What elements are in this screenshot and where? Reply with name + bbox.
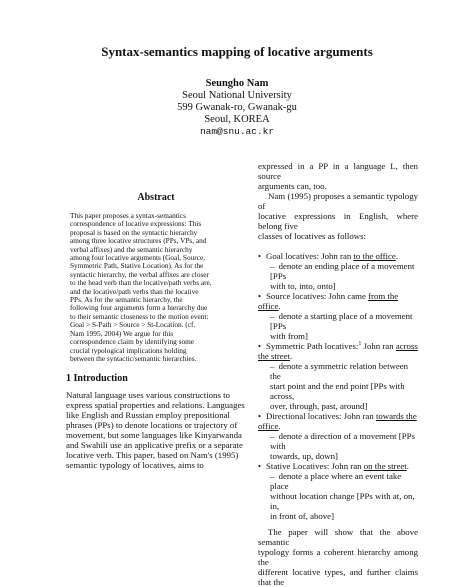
- author-name: Seungho Nam: [205, 78, 269, 89]
- intro-line: phrases (PPs) to denote locations or trajectory of: [66, 420, 238, 431]
- author-address-line-1: 599 Gwanak-ro, Gwanak-gu: [177, 102, 297, 113]
- locative-class-list: [258, 251, 418, 521]
- abstract-line: to the head verb than the locative/path verbs are,: [70, 278, 212, 288]
- intro-line: semantic typology of locatives, aims to: [66, 459, 204, 470]
- list-item-goal: • Goal locatives: John ran to the office. – denote an ending place of a movement [PPs with to, into, onto]: [258, 251, 418, 291]
- abstract-line: PPs. As for the semantic hierarchy, the: [70, 295, 183, 305]
- footnote-marker: 1: [358, 341, 362, 348]
- author-block: [0, 78, 474, 138]
- typology-line: locative expressions in English, where belong five: [258, 211, 418, 231]
- list-item-source: • Source locatives: John came from the office. – denote a starting place of a movement [PPs with from]: [258, 291, 418, 341]
- author-email: nam@snu.ac.kr: [199, 126, 275, 137]
- closing-line: typology forms a coherent hierarchy among the: [258, 547, 418, 567]
- typology-line: classes of locatives as follows:: [258, 231, 366, 241]
- typology-line: Nam (1995) proposes a semantic typology of: [258, 191, 418, 211]
- list-item-directional: • Directional locatives: John ran towards the office. – denote a direction of a movement [PPs with towards, up, down]: [258, 411, 418, 461]
- abstract-line: Goal > S-Path > Source > St-Location. (cf.: [70, 320, 196, 330]
- author-affiliation: Seoul National University: [182, 90, 292, 101]
- abstract-line: Symmetric Path, Stative Location). As for the: [70, 261, 204, 271]
- intro-line: express spatial properties and relations. Languages: [66, 400, 245, 411]
- introduction-heading: 1 Introduction: [66, 373, 128, 385]
- abstract-line: Nam 1995, 2004) We argue for this: [70, 328, 174, 338]
- closing-paragraph: [258, 527, 418, 587]
- paper-title: Syntax-semantics mapping of locative arguments: [101, 44, 373, 59]
- abstract-line: following four arguments form a hierarchy due: [70, 303, 208, 313]
- example-underline: from the office: [258, 291, 399, 311]
- list-item-symmetric-path: • Symmetric Path locatives:$^1$ John ran across the street. – denote a symmetric relation between the start point and the end point [PPs with across, over, through, past, around]: [258, 341, 418, 411]
- closing-line: The paper will show that the above semantic: [258, 527, 418, 547]
- abstract-body: [70, 212, 246, 363]
- example-underline: towards the office: [258, 411, 417, 431]
- intro-line: like English and Russian employ prepositional: [66, 410, 230, 421]
- introduction-body: [66, 391, 246, 470]
- example-underline: to the office: [353, 251, 396, 261]
- left-column: [66, 174, 246, 471]
- intro-line: and Swahili use an applicative prefix or a separate: [66, 439, 243, 450]
- abstract-line: among four locative arguments (Goal, Source,: [70, 253, 206, 263]
- abstract-line: proposal is based on the syntactic hierarchy: [70, 227, 198, 237]
- opening-line: arguments can, too.: [258, 181, 327, 191]
- closing-line: different locative types, and further claims that the: [258, 567, 418, 587]
- example-underline: across the street: [258, 341, 418, 361]
- intro-line: locative verb. This paper, based on Nam's (1995): [66, 449, 239, 460]
- abstract-line: correspondence claim by identifying some: [70, 337, 195, 347]
- intro-line: movement, but some languages like Kinyarwanda: [66, 429, 242, 440]
- abstract-line: to their semantic closeness to the motion event:: [70, 311, 209, 321]
- intro-line: Natural language uses various constructions to: [66, 390, 230, 401]
- abstract-line: crucial typological implications holding: [70, 345, 187, 355]
- abstract-line: and the locative/path verbs than the locative: [70, 286, 199, 296]
- abstract-line: This paper proposes a syntax-semantics: [70, 211, 186, 220]
- abstract-heading: Abstract: [137, 192, 175, 203]
- author-address-line-2: Seoul, KOREA: [204, 114, 270, 125]
- abstract-line: syntactic hierarchy, the verbal affixes are closer: [70, 269, 209, 279]
- right-column: [258, 161, 418, 587]
- abstract-line: between the syntactic/semantic hierarchies.: [70, 353, 197, 363]
- list-item-stative: • Stative Locatives: John ran on the street. – denote a place where an event take place without location change [PPs with at, on, in, in front of, above]: [258, 461, 418, 521]
- abstract-line: correspondence of locative expressions: This: [70, 219, 202, 229]
- example-underline: on the street: [363, 461, 407, 471]
- abstract-line: verbal affixes) and the semantic hierarchy: [70, 244, 193, 254]
- right-opening: [258, 161, 418, 241]
- opening-line: expressed in a PP in a language L, then source: [258, 161, 418, 181]
- abstract-line: among three locative structures (PPs, VPs, and: [70, 236, 207, 246]
